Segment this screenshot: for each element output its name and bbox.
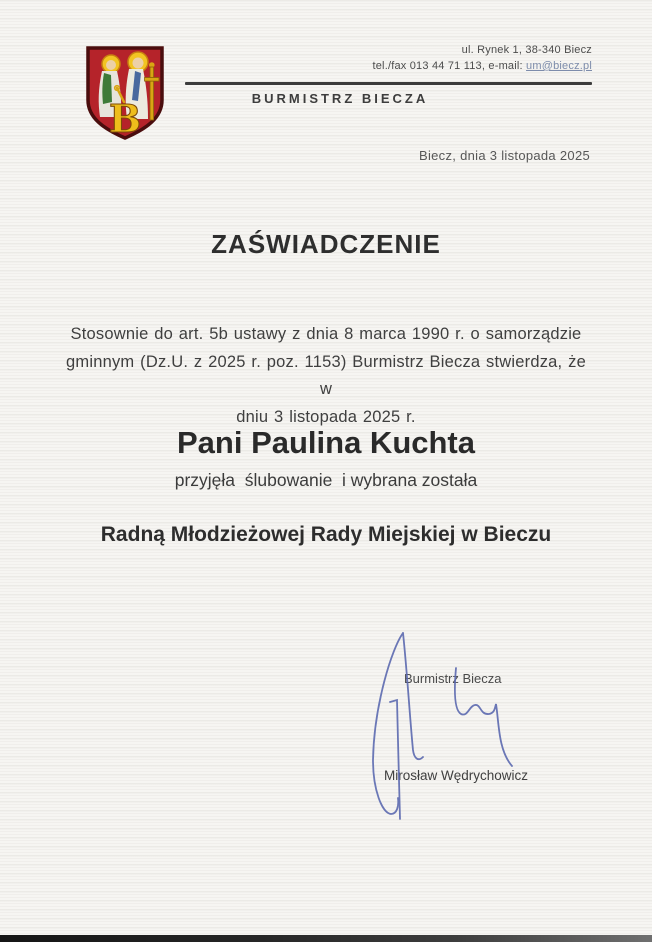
oath-statement: przyjęła ślubowanie i wybrana została [174,470,478,490]
saint-right-head [133,58,144,69]
recipient-name: Pani Paulina Kuchta [176,425,475,460]
body-line: dniu 3 listopada 2025 r. [236,407,416,426]
saint-left-head [106,60,116,70]
header-contact-block [372,42,592,74]
handwritten-signature [356,610,529,825]
date-line: Biecz, dnia 3 listopada 2025 [418,148,590,163]
body-line: Stosownie do art. 5b ustawy z dnia 8 marca 1990 r. o samorządzie [70,325,582,343]
sword-guard [145,78,160,82]
sword-icon [150,67,154,120]
signature-stroke [403,633,423,759]
header-divider [185,82,592,85]
body-line: gminnym (Dz.U. z 2025 r. poz. 1153) Burmistrz Biecza stwierdza, że w [66,352,586,398]
email-link[interactable]: um@biecz.pl [526,60,592,72]
contact-line [372,58,592,74]
phone-fax-text: tel./fax 013 44 71 113, e-mail: [372,60,527,72]
office-title: BURMISTRZ BIECZA [251,91,429,106]
crest-letter-b: B [108,96,142,141]
signature-stroke [455,668,512,766]
biecz-coat-of-arms-icon [84,44,166,142]
signature-title: Burmistrz Biecza [404,671,502,686]
signatory-name: Mirosław Wędrychowicz [384,768,529,783]
address-line: ul. Rynek 1, 38-340 Biecz [461,44,592,56]
scan-edge-shadow [0,935,652,942]
appointed-role: Radną Młodzieżowej Rady Miejskiej w Bieczu [100,523,552,546]
document-title: ZAŚWIADCZENIE [211,229,441,259]
body-paragraph [66,321,586,431]
